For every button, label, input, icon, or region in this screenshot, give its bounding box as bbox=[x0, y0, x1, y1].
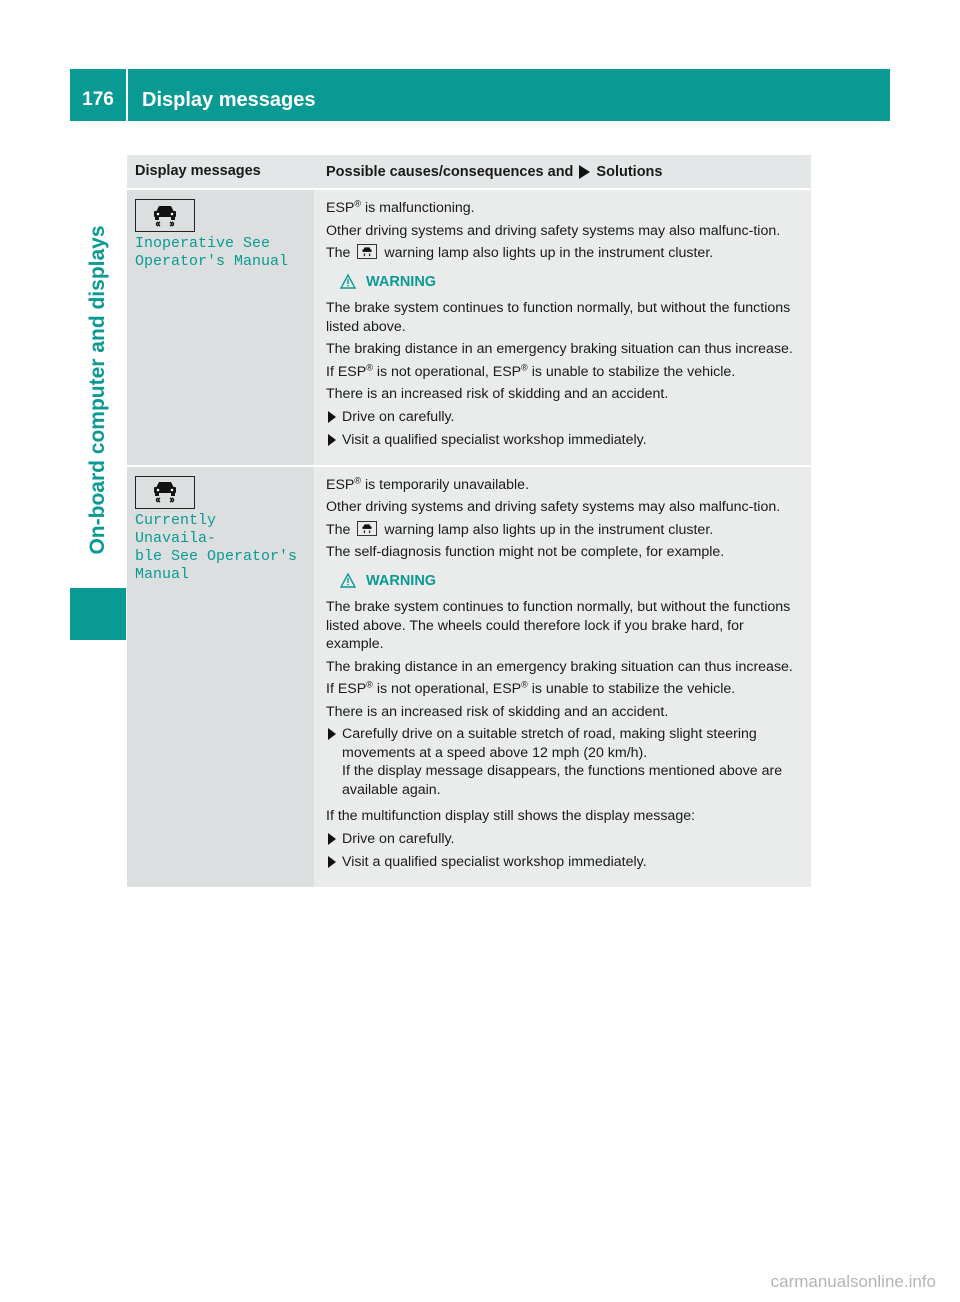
self-diagnosis-text: The self-diagnosis function might not be complete, for example. bbox=[326, 544, 725, 560]
causes-cell bbox=[314, 467, 811, 887]
other-systems-text: Other driving systems and driving safety systems may also malfunc-tion. bbox=[326, 222, 781, 239]
esp-not-operational-text: If ESP® is not operational, ESP® is unable to stabilize the vehicle. bbox=[326, 679, 736, 697]
col-header-display-messages: Display messages bbox=[135, 163, 261, 179]
table-row bbox=[127, 465, 811, 887]
table-row bbox=[127, 188, 811, 465]
esp-status-text: ESP® is malfunctioning. bbox=[326, 198, 475, 216]
esp-warning-lamp-icon bbox=[135, 476, 195, 509]
if-still-text: If the multifunction display still shows the display message: bbox=[326, 808, 696, 824]
message-line: Operator's Manual bbox=[135, 253, 289, 270]
esp-warning-lamp-icon bbox=[357, 244, 377, 259]
distance-text: The braking distance in an emergency braking situation can thus increase. bbox=[326, 341, 793, 357]
brake-text: The brake system continues to function normally, but without the functions listed above. The wheels could therefore lock if you brake hard, for example. bbox=[326, 599, 791, 652]
lamp-text: The warning lamp also lights up in the instrument cluster. bbox=[326, 521, 714, 538]
table-header bbox=[127, 155, 811, 188]
risk-text: There is an increased risk of skidding and an accident. bbox=[326, 703, 669, 720]
arrow-bullet-icon bbox=[328, 856, 336, 868]
message-line: Currently Unavaila‐ bbox=[135, 511, 217, 547]
page-number: 176 bbox=[82, 89, 114, 110]
esp-warning-lamp-icon bbox=[135, 199, 195, 232]
arrow-bullet-icon bbox=[328, 434, 336, 446]
display-messages-table bbox=[127, 155, 811, 887]
list-item: Drive on carefully. bbox=[326, 408, 803, 427]
brake-text: The brake system continues to function normally, but without the functions listed above. bbox=[326, 300, 791, 335]
warning-heading: WARNING bbox=[340, 572, 803, 591]
warning-triangle-icon bbox=[340, 573, 356, 588]
display-message-cell bbox=[127, 467, 314, 887]
watermark: carmanualsonline.info bbox=[770, 1272, 936, 1291]
display-message-cell bbox=[127, 190, 314, 465]
list-item: Visit a qualified specialist workshop immediately. bbox=[326, 853, 803, 872]
esp-not-operational-text: If ESP® is not operational, ESP® is unable to stabilize the vehicle. bbox=[326, 361, 736, 380]
warning-triangle-icon bbox=[340, 274, 356, 289]
arrow-right-icon bbox=[579, 165, 590, 179]
distance-text: The braking distance in an emergency braking situation can thus increase. bbox=[326, 658, 793, 675]
list-item: Visit a qualified specialist workshop immediately. bbox=[326, 431, 803, 450]
esp-status-text: ESP® is temporarily unavailable. bbox=[326, 474, 530, 493]
risk-text: There is an increased risk of skidding and an accident. bbox=[326, 386, 669, 402]
list-item: Carefully drive on a suitable stretch of road, making slight steering movements at a speed above 12 mph (20 km/h). If the display message disappears, the functions mentioned above are available again. bbox=[326, 725, 803, 799]
arrow-bullet-icon bbox=[328, 833, 336, 845]
arrow-bullet-icon bbox=[328, 728, 336, 740]
header-divider bbox=[126, 69, 128, 121]
message-line: Inoperative See bbox=[135, 235, 271, 252]
col-header-causes: Possible causes/consequences and Solutions bbox=[326, 163, 663, 180]
lamp-text: The warning lamp also lights up in the instrument cluster. bbox=[326, 245, 714, 261]
section-label: On-board computer and displays bbox=[86, 225, 109, 555]
section-marker bbox=[70, 588, 126, 640]
list-item: Drive on carefully. bbox=[326, 830, 803, 849]
other-systems-text: Other driving systems and driving safety systems may also malfunc-tion. bbox=[326, 499, 781, 515]
arrow-bullet-icon bbox=[328, 411, 336, 423]
warning-heading: WARNING bbox=[340, 273, 803, 292]
causes-cell bbox=[314, 190, 811, 465]
message-line: ble See Operator's bbox=[135, 547, 298, 565]
page-title: Display messages bbox=[142, 89, 316, 111]
message-line: Manual bbox=[135, 565, 190, 583]
esp-warning-lamp-icon bbox=[357, 521, 377, 536]
